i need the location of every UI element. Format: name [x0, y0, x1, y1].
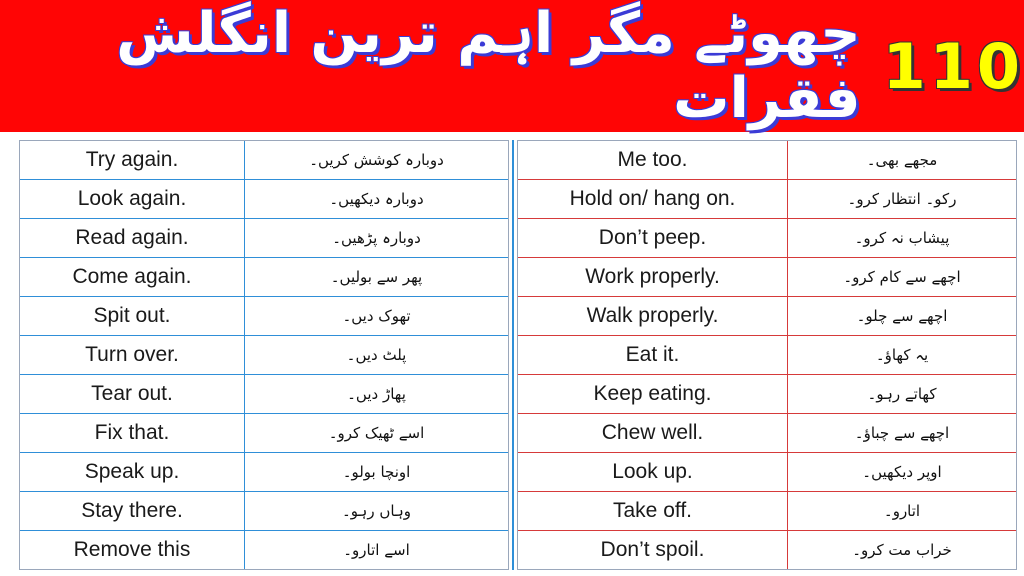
- banner-number: 110: [882, 29, 1024, 103]
- urdu-translation: پلٹ دیں۔: [346, 346, 407, 364]
- urdu-translation: اچھے سے چباؤ۔: [854, 424, 950, 442]
- urdu-translation: اوپر دیکھیں۔: [862, 463, 942, 481]
- table-row: [20, 219, 508, 258]
- urdu-translation: دوبارہ کوشش کریں۔: [309, 151, 444, 169]
- english-phrase: Don’t peep.: [518, 219, 788, 257]
- table-row: [20, 258, 508, 297]
- urdu-translation: پھاڑ دیں۔: [347, 385, 406, 403]
- english-phrase: Fix that.: [20, 414, 245, 452]
- table-row: [518, 258, 1016, 297]
- table-row: [518, 414, 1016, 453]
- table-row: [518, 219, 1016, 258]
- table-row: [20, 375, 508, 414]
- urdu-translation: یہ کھاؤ۔: [875, 346, 929, 364]
- center-divider: [512, 140, 514, 570]
- english-phrase: Walk properly.: [518, 297, 788, 335]
- urdu-translation: دوبارہ پڑھیں۔: [332, 229, 421, 247]
- table-row: [518, 453, 1016, 492]
- urdu-translation: تھوک دیں۔: [342, 307, 411, 325]
- table-row: [20, 180, 508, 219]
- urdu-translation: اسے اتارو۔: [343, 541, 410, 559]
- table-row: [20, 453, 508, 492]
- english-phrase: Read again.: [20, 219, 245, 257]
- table-row: [20, 336, 508, 375]
- english-phrase: Come again.: [20, 258, 245, 296]
- english-phrase: Spit out.: [20, 297, 245, 335]
- urdu-translation: خراب مت کرو۔: [852, 541, 952, 559]
- table-row: [518, 180, 1016, 219]
- table-row: [518, 375, 1016, 414]
- english-phrase: Stay there.: [20, 492, 245, 530]
- urdu-translation: اتارو۔: [883, 502, 921, 520]
- table-row: [20, 531, 508, 569]
- english-phrase: Look again.: [20, 180, 245, 218]
- english-phrase: Look up.: [518, 453, 788, 491]
- urdu-translation: اچھے سے کام کرو۔: [843, 268, 961, 286]
- english-phrase: Keep eating.: [518, 375, 788, 413]
- urdu-translation: اونچا بولو۔: [342, 463, 411, 481]
- table-row: [518, 141, 1016, 180]
- left-table-rows: [20, 141, 508, 569]
- english-phrase: Work properly.: [518, 258, 788, 296]
- banner-title: چھوٹے مگر اہم ترین انگلش فقرات: [116, 1, 861, 131]
- table-row: [20, 297, 508, 336]
- banner-content: [0, 0, 1024, 132]
- english-phrase: Hold on/ hang on.: [518, 180, 788, 218]
- urdu-translation: پیشاب نہ کرو۔: [854, 229, 950, 247]
- urdu-translation: مجھے بھی۔: [866, 151, 938, 169]
- table-row: [20, 141, 508, 180]
- english-phrase: Chew well.: [518, 414, 788, 452]
- english-phrase: Turn over.: [20, 336, 245, 374]
- right-table-rows: [518, 141, 1016, 569]
- english-phrase: Speak up.: [20, 453, 245, 491]
- table-row: [20, 414, 508, 453]
- english-phrase: Remove this: [20, 531, 245, 569]
- urdu-translation: اچھے سے چلو۔: [856, 307, 948, 325]
- english-phrase: Take off.: [518, 492, 788, 530]
- english-phrase: Me too.: [518, 141, 788, 179]
- urdu-translation: کھاتے رہو۔: [867, 385, 937, 403]
- urdu-translation: پھر سے بولیں۔: [330, 268, 423, 286]
- urdu-translation: رکو۔ انتظار کرو۔: [847, 190, 957, 208]
- english-phrase: Eat it.: [518, 336, 788, 374]
- table-row: [20, 492, 508, 531]
- english-phrase: Try again.: [20, 141, 245, 179]
- table-row: [518, 297, 1016, 336]
- table-row: [518, 492, 1016, 531]
- title-banner: [0, 0, 1024, 132]
- urdu-translation: وہاں رہو۔: [342, 502, 411, 520]
- english-phrase: Tear out.: [20, 375, 245, 413]
- urdu-translation: اسے ٹھیک کرو۔: [328, 424, 425, 442]
- english-phrase: Don’t spoil.: [518, 531, 788, 569]
- table-row: [518, 336, 1016, 375]
- left-phrase-table: [19, 140, 509, 570]
- urdu-translation: دوبارہ دیکھیں۔: [329, 190, 424, 208]
- table-row: [518, 531, 1016, 569]
- right-phrase-table: [517, 140, 1017, 570]
